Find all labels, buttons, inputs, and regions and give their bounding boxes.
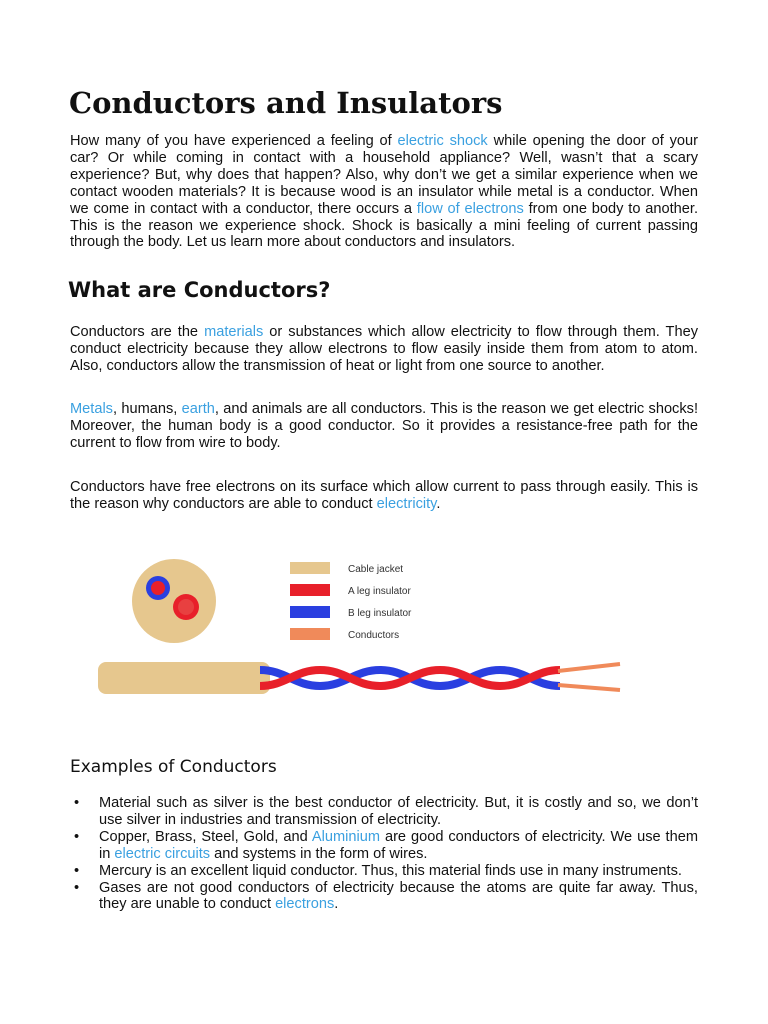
page-title: Conductors and Insulators xyxy=(69,86,503,120)
legend-label-jacket: Cable jacket xyxy=(348,564,404,575)
cable-cross-section xyxy=(132,559,216,643)
examples-heading: Examples of Conductors xyxy=(70,757,277,777)
examples-list xyxy=(70,795,698,913)
conductor-examples-paragraph xyxy=(70,401,698,452)
bullet: • xyxy=(74,862,80,879)
link-flow-of-electrons[interactable]: flow of electrons xyxy=(416,200,524,217)
link-electric-shock[interactable]: electric shock xyxy=(397,133,488,149)
intro-paragraph xyxy=(70,133,698,251)
link-electricity[interactable]: electricity xyxy=(376,495,437,512)
intro-text-3: from one body to another. This is the reason we experience shock. Shock is basically a mini feeling of current passing through the body. Let us learn more about conductors and insulators. xyxy=(70,200,699,251)
b-conductor-end xyxy=(558,685,620,690)
example-text: are good conductors of electricity. We use them in xyxy=(99,828,698,862)
list-item xyxy=(70,795,698,829)
cable-jacket xyxy=(98,662,270,694)
legend-label-b-leg: B leg insulator xyxy=(348,608,412,619)
list-item xyxy=(70,880,698,914)
legend-swatch-jacket xyxy=(290,562,330,574)
bullet: • xyxy=(74,828,80,845)
free-electrons-paragraph xyxy=(70,479,698,513)
cross-section-jacket xyxy=(132,559,216,643)
para1-text-1: Conductors are the xyxy=(70,324,205,340)
a-conductor-end xyxy=(558,664,620,671)
list-item xyxy=(70,829,698,863)
link-earth[interactable]: earth xyxy=(181,401,215,417)
para2-text-2: , and animals are all conductors. This is the reason we get electric shocks! Moreover, the human body is a good conductor. So it provides a resistance-free path for the current to flow from wire to body. xyxy=(70,401,699,451)
cross-section-b-core xyxy=(151,581,165,595)
list-item xyxy=(70,863,698,880)
legend-swatch-a-leg xyxy=(290,584,330,596)
cable-diagram xyxy=(90,550,650,710)
conductors-definition-paragraph xyxy=(70,324,698,375)
legend xyxy=(290,562,412,641)
example-text: . xyxy=(334,896,339,913)
example-text: Copper, Brass, Steel, Gold, and xyxy=(99,828,312,845)
legend-label-a-leg: A leg insulator xyxy=(348,586,411,597)
bullet: • xyxy=(74,795,80,811)
link-aluminium[interactable]: Aluminium xyxy=(311,828,381,845)
example-text: Material such as silver is the best conductor of electricity. But, it is costly and so, we don’t use silver in industries and transmission of electricity. xyxy=(99,795,698,828)
bullet: • xyxy=(74,879,80,896)
legend-label-conductor: Conductors xyxy=(348,630,400,641)
example-text: Gases are not good conductors of electricity because the atoms are quite far away. Thus, they are unable to conduct xyxy=(99,879,698,913)
link-electrons[interactable]: electrons xyxy=(275,896,335,913)
section-heading: What are Conductors? xyxy=(68,278,331,302)
link-electric-circuits[interactable]: electric circuits xyxy=(114,845,211,862)
legend-swatch-conductor xyxy=(290,628,330,640)
legend-swatch-b-leg xyxy=(290,606,330,618)
intro-text-1: How many of you have experienced a feeling of xyxy=(70,133,398,149)
para3-text-1: Conductors have free electrons on its surface which allow current to pass through easily. This is the reason why conductors are able to conduct xyxy=(70,479,698,512)
example-text: and systems in the form of wires. xyxy=(210,845,428,862)
intro-text-2: while opening the door of your car? Or while coming in contact with a household appliance? Well, wasn’t that a scary experience? But, why does that happen? Also, why don’t we get a similar experience when we contact wooden materials? It is because wood is an insulator while metal is a conductor. When we come in contact with a conductor, there occurs a xyxy=(70,133,698,217)
para2-text-1: , humans, xyxy=(112,401,182,417)
para1-text-2: or substances which allow electricity to flow through them. They conduct electricity because they allow electrons to flow easily inside them from atom to atom. Also, conductors allow the transmission of heat or light from one source to another. xyxy=(70,324,698,374)
para3-text-2: . xyxy=(436,495,441,512)
cross-section-a-core xyxy=(178,599,194,615)
link-metals[interactable]: Metals xyxy=(70,401,113,417)
example-text: Mercury is an excellent liquid conductor. Thus, this material finds use in many instruments. xyxy=(99,862,682,879)
link-materials[interactable]: materials xyxy=(204,324,264,340)
twisted-cable xyxy=(98,662,620,694)
